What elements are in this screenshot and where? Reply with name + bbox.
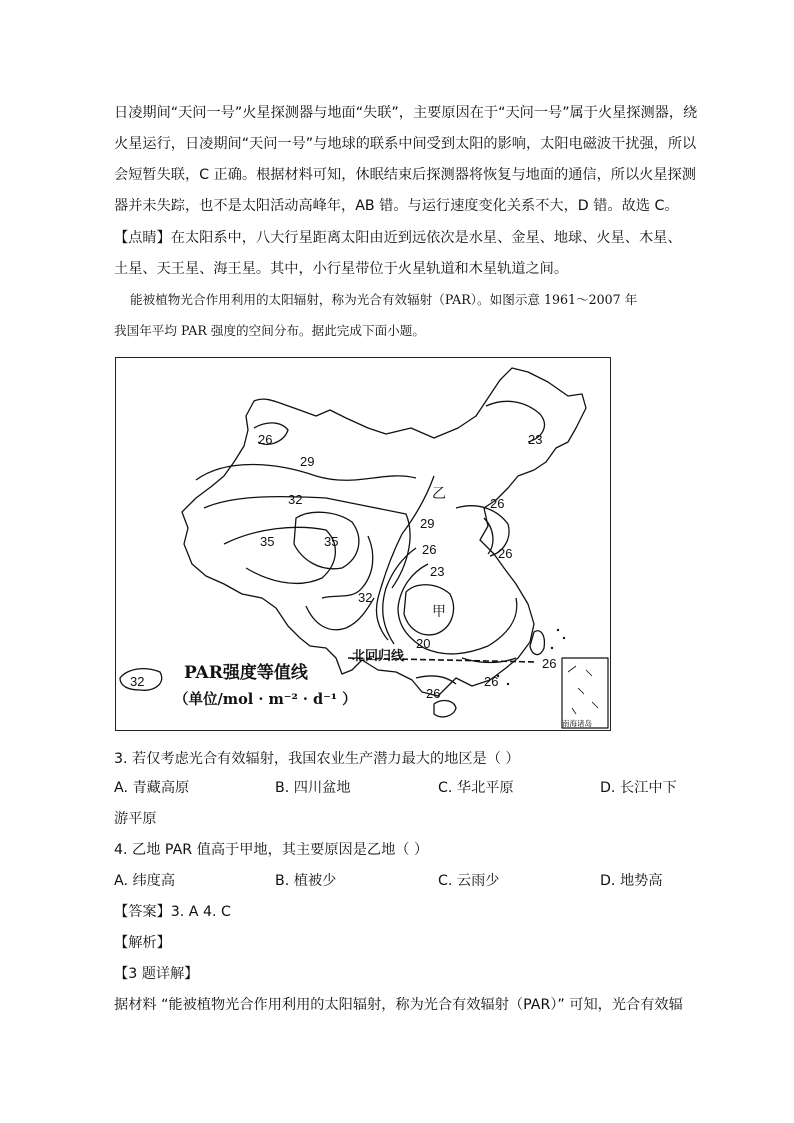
isoline-label: 26 <box>484 674 499 689</box>
q4-option-c: C. 云雨少 <box>438 873 500 889</box>
isoline-label: 26 <box>542 656 557 671</box>
analysis-heading: 【解析】 <box>114 935 171 951</box>
isoline-label: 35 <box>324 534 339 549</box>
tropic-label: 北回归线 <box>352 649 405 664</box>
isoline-label: 32 <box>358 590 373 605</box>
q3-option-c: C. 华北平原 <box>438 780 514 796</box>
intro-line: 能被植物光合作用利用的太阳辐射，称为光合有效辐射（PAR）。如图示意 1961～2007 年 <box>130 292 638 307</box>
isoline-label: 20 <box>416 636 431 651</box>
inset-label: 南海诸岛 <box>562 719 592 728</box>
text-line: 土星、天王星、海王星。其中，小行星带位于火星轨道和木星轨道之间。 <box>114 261 569 277</box>
isoline-label: 26 <box>498 546 513 561</box>
text-line: 会短暂失联，C 正确。根据材料可知，休眠结束后探测器将恢复与地面的通信，所以火星探测 <box>114 167 696 183</box>
q4-stem: 4. 乙地 PAR 值高于甲地，其主要原因是乙地（ ） <box>114 842 429 858</box>
q4-option-a: A. 纬度高 <box>114 873 176 889</box>
legend-unit: （单位/mol · m⁻² · d⁻¹ ） <box>174 691 357 708</box>
text-line: 【点睛】在太阳系中，八大行星距离太阳由近到远依次是水星、金星、地球、火星、木星、 <box>114 230 682 246</box>
legend-title: PAR强度等值线 <box>184 663 308 683</box>
isoline-label: 29 <box>300 454 315 469</box>
isoline-label: 23 <box>528 432 543 447</box>
q3-stem: 3. 若仅考虑光合有效辐射，我国农业生产潜力最大的地区是（ ） <box>114 751 520 767</box>
q3-option-b: B. 四川盆地 <box>275 780 351 796</box>
q4-option-d: D. 地势高 <box>600 873 663 889</box>
detail-heading: 【3 题详解】 <box>114 966 199 982</box>
hainan-island <box>434 701 456 717</box>
isoline-label: 32 <box>288 492 303 507</box>
par-map-figure <box>115 357 611 731</box>
isoline-label: 26 <box>422 542 437 557</box>
answer-line: 【答案】3. A 4. C <box>114 904 231 920</box>
inset-frame <box>562 658 608 728</box>
q3-option-a: A. 青藏高原 <box>114 780 190 796</box>
q3-option-d: D. 长江中下 <box>600 780 677 796</box>
china-outline <box>182 368 586 696</box>
text-line: 日凌期间“天问一号”火星探测器与地面“失联”，主要原因在于“天问一号”属于火星探测器，绕 <box>114 105 698 121</box>
text-line: 器并未失踪，也不是太阳活动高峰年，AB 错。与运行速度变化关系不大，D 错。故选 C。 <box>114 198 679 214</box>
text-line: 据材料 “能被植物光合作用利用的太阳辐射，称为光合有效辐射（PAR）” 可知，光合有效辐 <box>114 997 683 1013</box>
isoline-label: 26 <box>426 686 441 701</box>
place-jia: 甲 <box>432 604 446 620</box>
isoline-label: 26 <box>258 432 273 447</box>
q3-option-d-cont: 游平原 <box>114 811 157 827</box>
isoline-label: 23 <box>430 564 445 579</box>
isoline-label: 26 <box>490 496 505 511</box>
legend-value: 32 <box>130 674 145 689</box>
text-line: 火星运行，日凌期间“天问一号”与地球的联系中间受到太阳的影响，太阳电磁波干扰强，所以 <box>114 136 697 152</box>
isoline-label: 35 <box>260 534 275 549</box>
intro-line: 我国年平均 PAR 强度的空间分布。据此完成下面小题。 <box>114 323 425 338</box>
place-yi: 乙 <box>432 486 446 502</box>
isoline-label: 29 <box>420 516 435 531</box>
china-par-map <box>116 358 611 731</box>
q4-option-b: B. 植被少 <box>275 873 337 889</box>
